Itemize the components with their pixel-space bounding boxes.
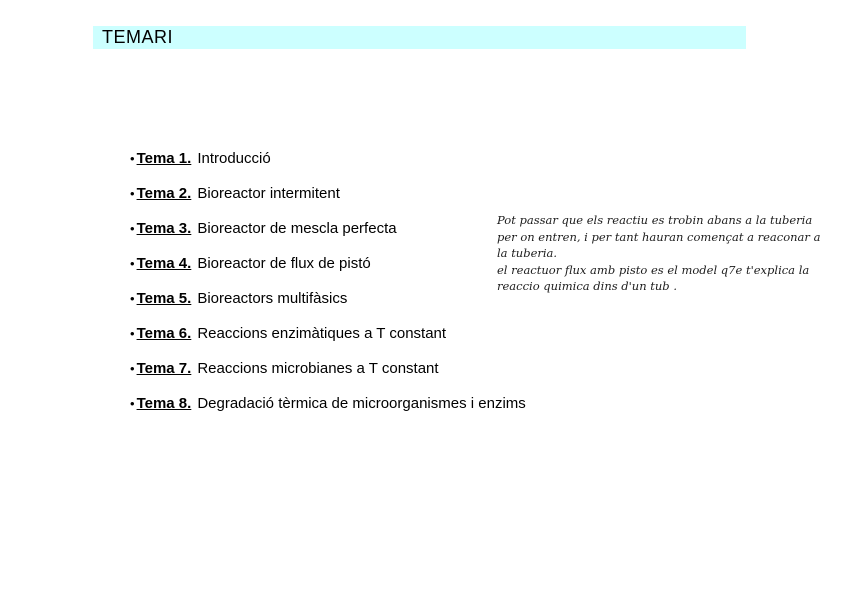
- handwritten-note: [497, 212, 827, 295]
- topic-label: Tema 8.: [136, 395, 192, 412]
- handwritten-note-line: per on entren, i per tant hauran començat a reaconar a: [497, 229, 821, 244]
- topic-label: Tema 4.: [136, 255, 192, 272]
- bullet-icon: •: [130, 291, 135, 306]
- list-item: [130, 281, 526, 316]
- topic-label: Tema 5.: [136, 290, 192, 307]
- topic-text: Degradació tèrmica de microorganismes i enzims: [197, 395, 526, 412]
- bullet-icon: •: [130, 256, 135, 271]
- slide-title-bar: [93, 26, 746, 49]
- page-title: TEMARI: [102, 27, 174, 47]
- list-item: [130, 176, 526, 211]
- list-item: [130, 316, 526, 351]
- bullet-icon: •: [130, 361, 135, 376]
- topic-label: Tema 7.: [136, 360, 192, 377]
- bullet-icon: •: [130, 396, 135, 411]
- list-item: [130, 351, 526, 386]
- bullet-icon: •: [130, 151, 135, 166]
- topic-text: Reaccions enzimàtiques a T constant: [197, 325, 447, 342]
- list-item: [130, 386, 526, 421]
- handwritten-note-line: reaccio quimica dins d'un tub .: [497, 279, 677, 293]
- list-item: [130, 141, 526, 176]
- topic-label: Tema 6.: [136, 325, 192, 342]
- topic-list: [130, 141, 526, 421]
- list-item: [130, 246, 526, 281]
- topic-label: Tema 1.: [136, 150, 192, 167]
- topic-label: Tema 3.: [136, 220, 192, 237]
- bullet-icon: •: [130, 186, 135, 201]
- topic-text: Reaccions microbianes a T constant: [197, 360, 439, 377]
- list-item: [130, 211, 526, 246]
- handwritten-note-line: la tuberia.: [497, 246, 558, 260]
- topic-text: Bioreactor intermitent: [197, 185, 340, 202]
- topic-text: Bioreactor de mescla perfecta: [197, 220, 397, 237]
- handwritten-note-line: el reactuor flux amb pisto es el model q7e t'explica la: [497, 262, 810, 277]
- topic-text: Bioreactors multifàsics: [197, 290, 348, 307]
- topic-text: Bioreactor de flux de pistó: [197, 255, 371, 272]
- topic-label: Tema 2.: [136, 185, 192, 202]
- handwritten-note-line: Pot passar que els reactiu es trobin abans a la tuberia: [497, 213, 813, 227]
- topic-text: Introducció: [197, 150, 271, 167]
- bullet-icon: •: [130, 221, 135, 236]
- bullet-icon: •: [130, 326, 135, 341]
